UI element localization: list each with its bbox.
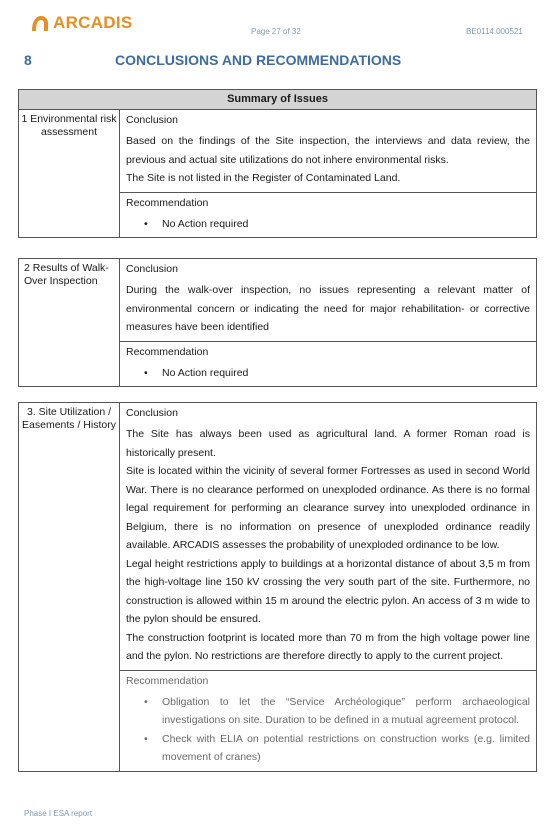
recommendation-item: • Check with ELIA on potential restrictions on construction works (e.g. limited movement of cranes)	[126, 730, 530, 767]
recommendation-cell	[120, 341, 536, 387]
table-header: Summary of Issues	[19, 90, 536, 110]
row-topic: 1 Environmental risk assessment	[19, 110, 120, 237]
summary-table-walkover	[18, 258, 537, 387]
recommendation-item: • Obligation to let the “Service Archéologique” perform archaeological investigations on site. Duration to be defined in a mutual agreement protocol.	[126, 693, 530, 730]
recommendation-cell	[120, 670, 536, 771]
conclusion-paragraph: Legal height restrictions apply to buildings at a horizontal distance of about 3,5 m from the high-voltage line 150 kV crossing the very south part of the site. Furthermore, no construction is allowed within 15 m around the electric pylon. An access of 3 m wide to the pylon should be ensured.	[126, 557, 530, 625]
document-reference: BE0114.000521	[466, 27, 523, 36]
conclusion-paragraph: Based on the findings of the Site inspection, the interviews and data review, the previous and actual site utilizations do not inhere environmental risks.	[126, 135, 530, 166]
recommendation-label: Recommendation	[126, 345, 209, 358]
conclusion-label: Conclusion	[126, 114, 178, 126]
conclusion-label: Conclusion	[126, 263, 178, 275]
recommendation-label: Recommendation	[126, 196, 209, 209]
row-topic: 3. Site Utilization / Easements / History	[19, 403, 120, 771]
recommendation-cell	[120, 192, 536, 238]
conclusion-cell	[120, 259, 536, 341]
logo-text: ARCADIS	[53, 13, 133, 32]
arcadis-logo	[30, 13, 133, 33]
summary-table-site-utilization	[18, 402, 537, 772]
conclusion-cell	[120, 110, 536, 192]
conclusion-label: Conclusion	[126, 407, 178, 419]
conclusion-paragraph: Site is located within the vicinity of several former Fortresses as used in second World War. There is no clearance performed on unexploded ordinance. As there is no formal legal requirement for performing an clearance survey into unexploded ordinance in Belgium, there is no information on presence of unexploded ordinance readily available. ARCADIS assesses the probability of unexploded ordinance to be low.	[126, 465, 530, 551]
summary-table-environmental	[18, 89, 537, 238]
conclusion-cell	[120, 403, 536, 670]
conclusion-paragraph: The construction footprint is located more than 70 m from the high voltage power line and the pylon. No restrictions are therefore directly to apply to the current project.	[126, 631, 530, 662]
footer-text: Phase I ESA report	[24, 809, 93, 818]
table-row	[19, 110, 536, 237]
table-row	[19, 259, 536, 386]
section-number: 8	[24, 52, 32, 68]
section-title: CONCLUSIONS AND RECOMMENDATIONS	[115, 52, 402, 68]
conclusion-paragraph: The Site is not listed in the Register of Contaminated Land.	[126, 172, 401, 184]
recommendation-label: Recommendation	[126, 674, 209, 687]
row-topic: 2 Results of Walk-Over Inspection	[19, 259, 120, 386]
arcadis-logo-icon	[30, 13, 50, 33]
table-row	[19, 403, 536, 771]
page-number: Page 27 of 32	[251, 27, 301, 36]
conclusion-paragraph: The Site has always been used as agricultural land. A former Roman road is historically present.	[126, 428, 530, 459]
recommendation-item: • No Action required	[126, 215, 530, 234]
recommendation-item: • No Action required	[126, 364, 530, 383]
conclusion-paragraph: During the walk-over inspection, no issues representing a relevant matter of environmental concern or indicating the need for major rehabilitation- or corrective measures have been identified	[126, 284, 530, 333]
